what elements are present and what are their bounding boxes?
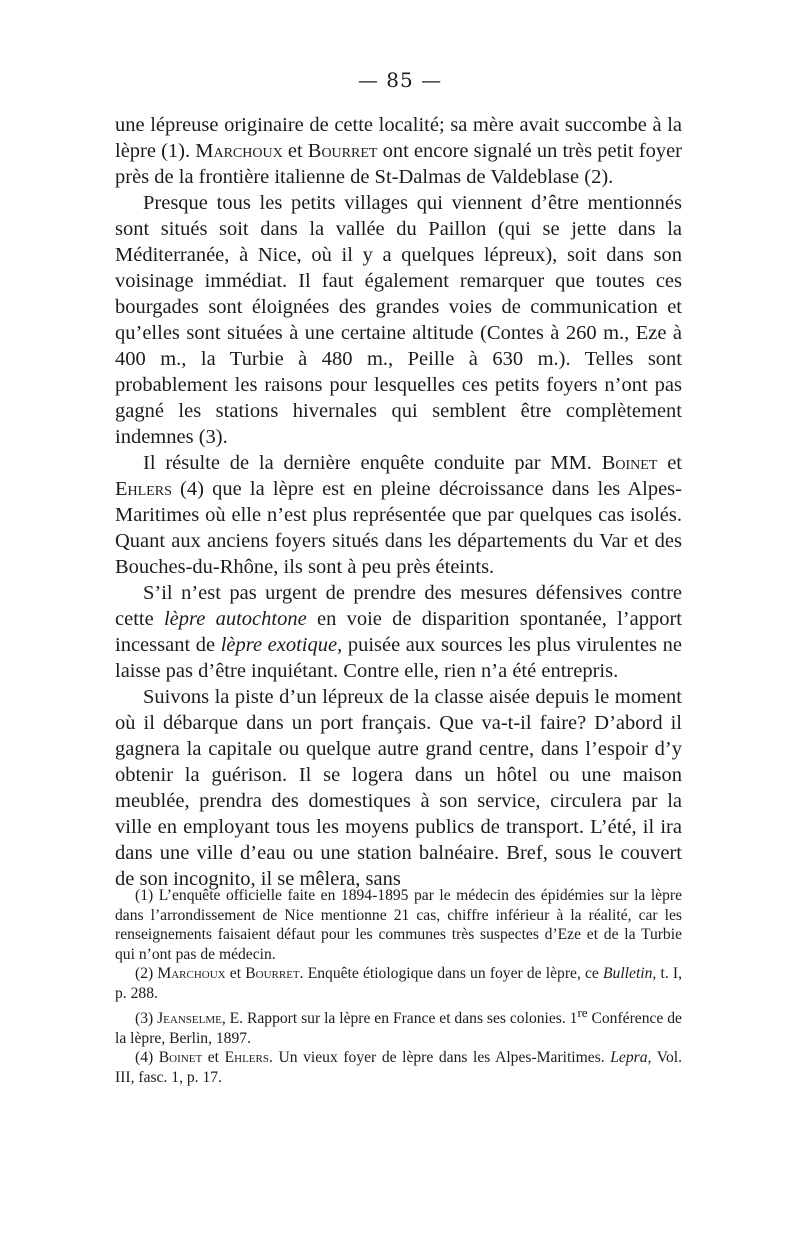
author-name: Bourret — [245, 965, 300, 982]
text-run: ont encore signalé un très petit foyer près de la frontière italienne de St-Dalmas de Valdeblase (2). — [115, 140, 683, 188]
author-name: Marchoux — [195, 140, 283, 162]
author-name: Bourret — [307, 140, 378, 162]
paragraph — [115, 580, 682, 684]
paragraph — [115, 450, 682, 580]
text-run: t. I, p. 288. — [115, 965, 682, 1002]
author-name: Ehlers — [115, 478, 172, 500]
text-run: puisée aux sources les plus virulentes ne laisse pas d’être inquiétant. Contre elle, rien n’a été entrepris. — [115, 634, 682, 682]
page-number: — 85 — — [357, 68, 443, 92]
footnote — [115, 964, 682, 1003]
text-run: et — [657, 452, 682, 474]
text-run: Suivons la piste d’un lépreux de la classe aisée depuis le moment où il débarque dans un port français. Que va-t-il faire? D’abord il gagnera la capitale ou quelque autre grand centre, dans l’espoir d’y obtenir la guérison. Il se logera dans un hôtel ou une maison meublée, prendra des domestiques à son service, circulera par la ville en employant tous les moyens publics de transport. L’été, il ira dans une ville d’eau ou une station balnéaire. Bref, sous le couvert de son incognito, il se mêlera, sans — [115, 686, 682, 890]
paragraph — [115, 684, 682, 892]
text-run: ce — [585, 965, 604, 982]
text-run: (3) — [135, 1010, 158, 1028]
text-run: Presque tous les petits villages qui viennent d’être mentionnés sont situés soit dans la vallée du Paillon (qui se jette dans la Méditerranée, à Nice, où il y a quelques lépreux), soit dans son voisinage immédiat. Il faut également remarquer que toutes ces bourgades sont éloignées des grandes voies de communication et qu’elles sont situées à une certaine altitude (Contes à 260 m., Eze à 400 m., la Turbie à 480 m., Peille à 630 m.). Telles sont probablement les raisons pour lesquelles ces petits foyers n’ont pas gagné les stations hivernales qui semblent être complètement indemnes (3). — [115, 192, 682, 448]
text-run: . Enquête étiologique dans un foyer de lèpre, — [299, 965, 586, 982]
footnote — [115, 1048, 682, 1087]
text-run: Il résulte de la dernière enquête conduite par MM. — [143, 452, 602, 474]
text-run: (1) L’enquête officielle faite en 1894-1895 par le médecin des épidémies sur la lèpre dans l’arrondissement de Nice mentionne 21 cas, chiffre inférieur à la réalité, car les renseignements faisaient défaut pour les communes très suspectes d’Eze et de la Turbie qui n’ont pas de médecin. — [115, 887, 682, 963]
author-name: Ehlers — [224, 1049, 269, 1067]
paragraph — [115, 190, 682, 450]
emphasis-text: lèpre exotique, — [220, 634, 343, 656]
text-run: (4) — [135, 1049, 159, 1067]
text-run: Vol. III, fasc. 1, p. 17. — [115, 1049, 682, 1086]
text-run: (4) que la lèpre est en pleine décroissance dans les Alpes-Maritimes où elle n’est plus représentée que par quelques cas isolés. Quant aux anciens foyers situés dans les départements du Var et des Bouches-du-Rhône, ils sont à peu près éteints. — [115, 478, 682, 578]
text-run: et — [282, 140, 308, 162]
text-run: en voie de disparition spontanée, l’apport incessant de — [115, 608, 682, 656]
emphasis-text: Lepra, — [610, 1049, 652, 1067]
author-name: Boinet — [158, 1049, 203, 1067]
text-run: . Un vieux foyer de lèpre dans les Alpes-Maritimes. — [268, 1049, 611, 1067]
text-run: Conférence de la lèpre, Berlin, 1897. — [115, 1010, 682, 1047]
footnote — [115, 1003, 682, 1048]
text-run: et — [225, 965, 246, 982]
footnotes — [115, 886, 682, 1087]
text-run: , E. Rapport sur la lèpre en France et dans ses colonies. 1 — [221, 1010, 578, 1028]
text-run: une lépreuse originaire de cette localité; sa mère avait succombe à la lèpre (1). — [115, 114, 682, 162]
text-run: et — [202, 1049, 225, 1067]
emphasis-text: Bulletin, — [603, 965, 657, 982]
author-name: Jeanselme — [157, 1010, 222, 1028]
text-run: re — [577, 1005, 588, 1020]
paragraph — [115, 112, 682, 190]
author-name: Marchoux — [157, 965, 226, 982]
emphasis-text: lèpre autochtone — [163, 608, 307, 630]
text-run: S’il n’est pas urgent de prendre des mesures défensives contre cette — [115, 582, 682, 630]
body-text — [115, 112, 682, 892]
footnote — [115, 886, 682, 964]
author-name: Boinet — [601, 452, 658, 474]
text-run: (2) — [135, 965, 158, 982]
